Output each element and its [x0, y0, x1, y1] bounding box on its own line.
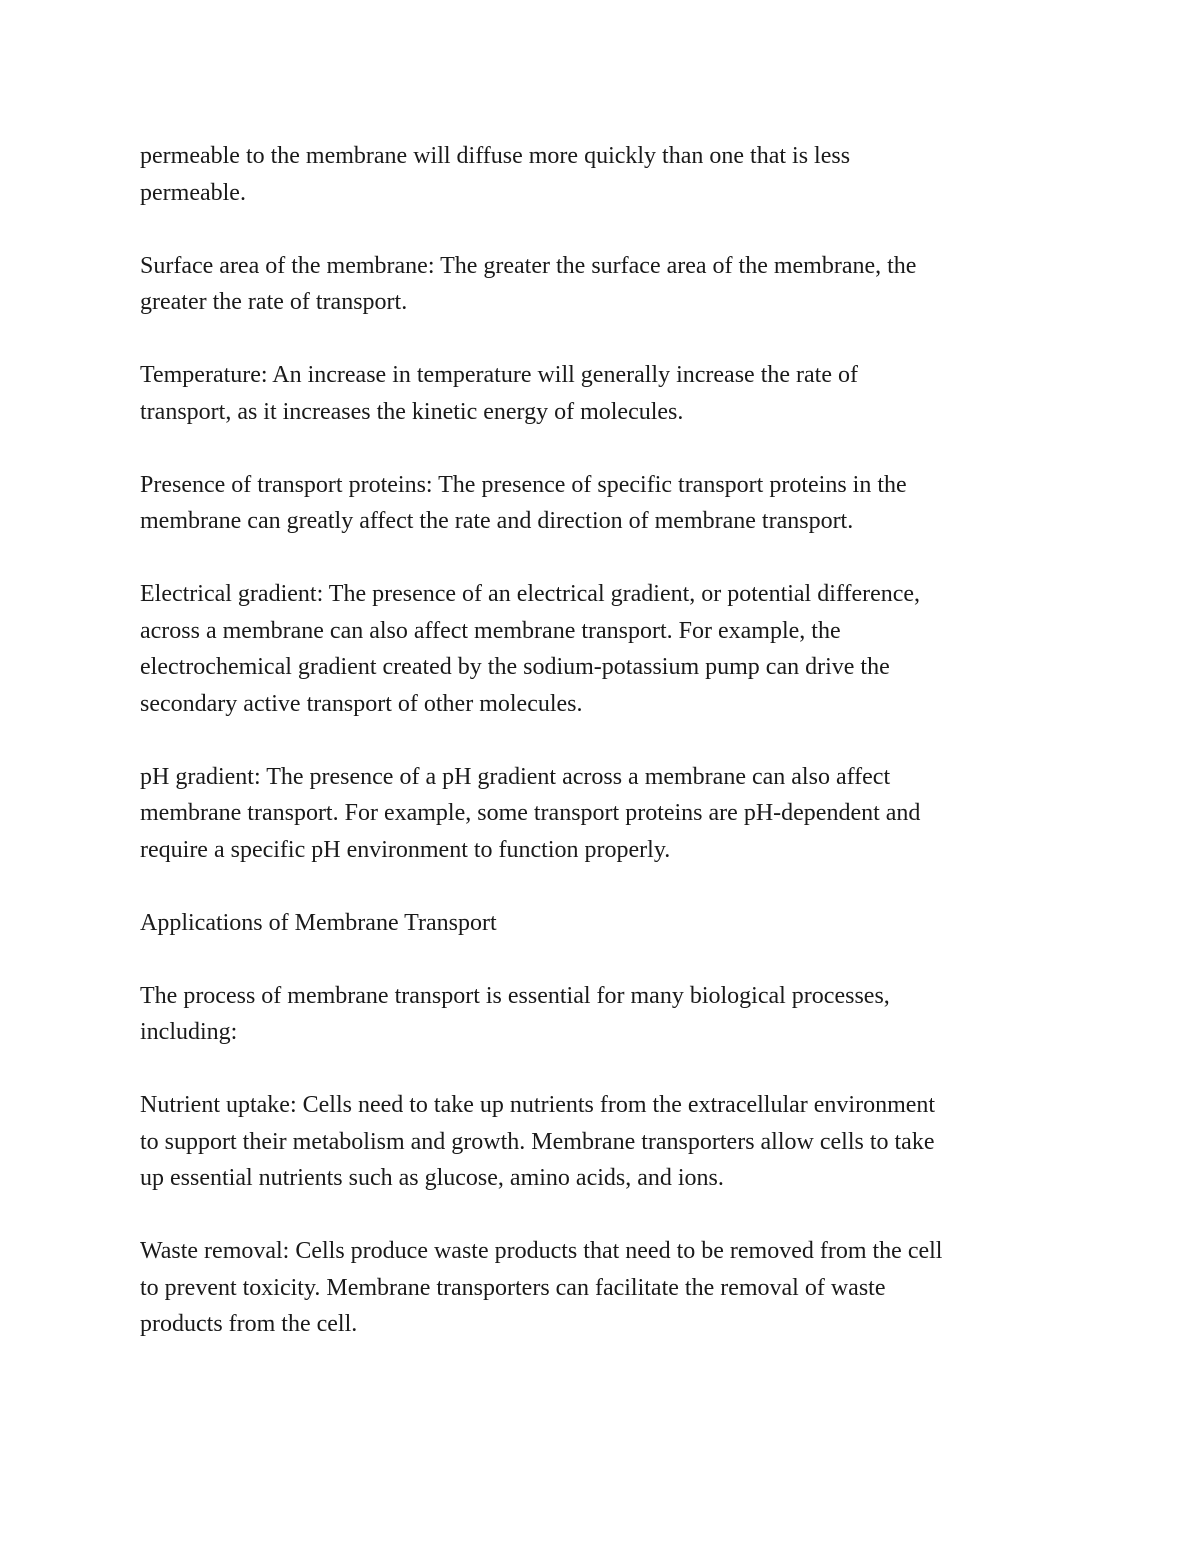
- paragraph-applications-intro: The process of membrane transport is essential for many biological processes, including:: [140, 982, 890, 1045]
- section-heading-applications: Applications of Membrane Transport: [140, 909, 497, 936]
- document-body: [140, 138, 1075, 1343]
- paragraph-temperature: Temperature: An increase in temperature will generally increase the rate of transport, as it increases the kinetic energy of molecules.: [140, 362, 858, 425]
- paragraph-permeability-continued: permeable to the membrane will diffuse more quickly than one that is less permeable.: [140, 143, 851, 206]
- paragraph-waste-removal: Waste removal: Cells produce waste products that need to be removed from the cell to prevent toxicity. Membrane transporters can facilitate the removal of waste products from the cell.: [140, 1238, 943, 1337]
- paragraph-nutrient-uptake: Nutrient uptake: Cells need to take up nutrients from the extracellular environment to support their metabolism and growth. Membrane transporters allow cells to take up essential nutrients such as glucose, amino acids, and ions.: [140, 1092, 936, 1191]
- paragraph-surface-area: Surface area of the membrane: The greater the surface area of the membrane, the greater the rate of transport.: [140, 252, 917, 315]
- paragraph-transport-proteins: Presence of transport proteins: The presence of specific transport proteins in the membrane can greatly affect the rate and direction of membrane transport.: [140, 471, 907, 534]
- paragraph-electrical-gradient: Electrical gradient: The presence of an electrical gradient, or potential difference, across a membrane can also affect membrane transport. For example, the electrochemical gradient created by the sodium-potassium pump can drive the secondary active transport of other molecules.: [140, 581, 921, 717]
- paragraph-ph-gradient: pH gradient: The presence of a pH gradient across a membrane can also affect membrane transport. For example, some transport proteins are pH-dependent and require a specific pH environment to function properly.: [140, 763, 921, 863]
